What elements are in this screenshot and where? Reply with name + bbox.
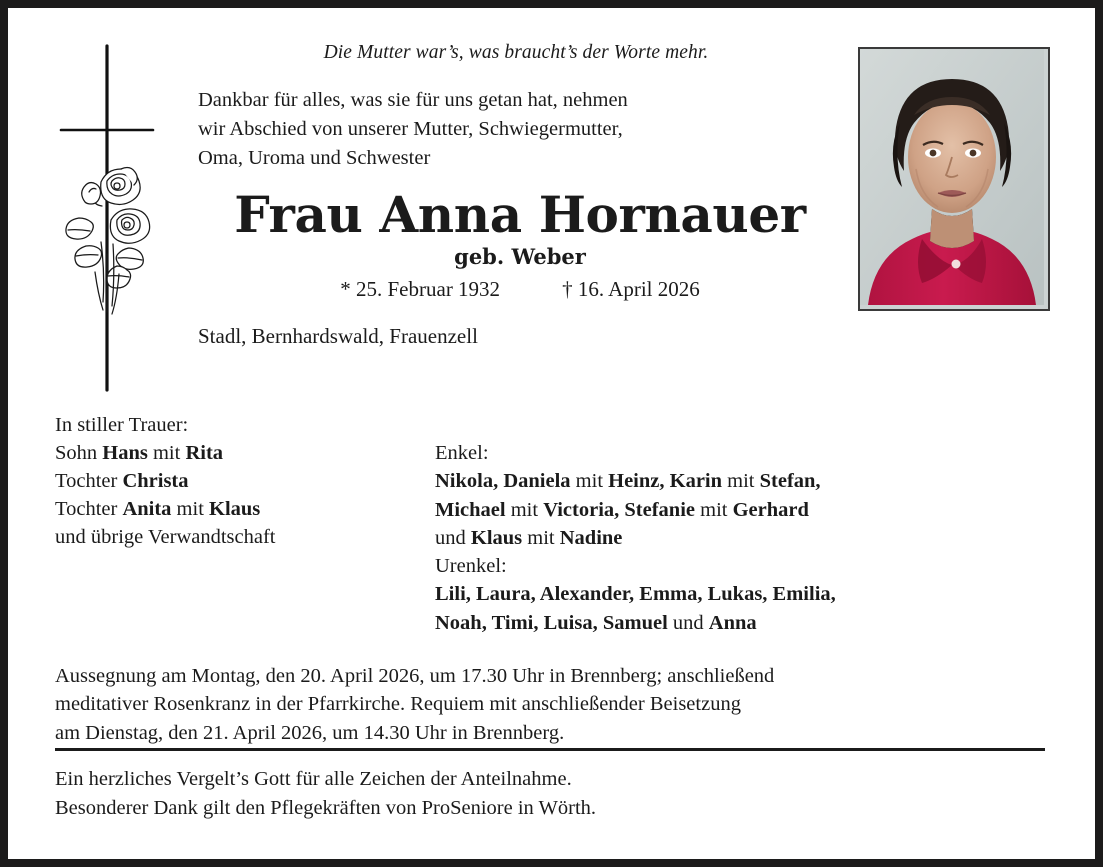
birth-date: * 25. Februar 1932: [340, 277, 501, 302]
mourner-line: Tochter Christa: [55, 469, 189, 492]
memorial-quote: Die Mutter war’s, was braucht’s der Worte mehr.: [323, 42, 709, 63]
service-line-3: am Dienstag, den 21. April 2026, um 14.30 Uhr in Brennberg.: [55, 721, 565, 744]
mourner-line: und übrige Verwandtschaft: [55, 525, 276, 548]
intro-line-3: Oma, Uroma und Schwester: [198, 147, 431, 170]
grandchildren-line: und Klaus mit Nadine: [435, 526, 623, 549]
thanks-section: [55, 765, 1057, 823]
mourner-line: Sohn Hans mit Rita: [55, 441, 224, 464]
mourners-section: [55, 412, 1055, 637]
section-divider: [55, 748, 1045, 751]
grandchildren-line: Michael mit Victoria, Stefanie mit Gerhard: [435, 498, 809, 521]
mourner-line: Tochter Anita mit Klaus: [55, 497, 261, 520]
thanks-line-2: Besonderer Dank gilt den Pflegekräften von ProSeniore in Wörth.: [55, 797, 597, 820]
portrait-photo: [858, 47, 1050, 311]
death-date: † 16. April 2026: [562, 277, 700, 302]
greatgrandchildren-line: Noah, Timi, Luisa, Samuel und Anna: [435, 611, 757, 634]
maiden-name: geb. Weber: [454, 244, 586, 270]
thanks-line-1: Ein herzliches Vergelt’s Gott für alle Zeichen der Anteilnahme.: [55, 768, 572, 790]
mourners-immediate-family: [55, 412, 435, 551]
mourners-heading: In stiller Trauer:: [55, 414, 189, 436]
grandchildren-line: Nikola, Daniela mit Heinz, Karin mit Stefan,: [435, 470, 821, 493]
service-details: [55, 662, 1057, 747]
intro-line-2: wir Abschied von unserer Mutter, Schwiegermutter,: [198, 118, 623, 141]
life-dates: [190, 277, 850, 302]
intro-text: [190, 86, 850, 173]
intro-line-1: Dankbar für alles, was sie für uns getan hat, nehmen: [198, 89, 628, 111]
grandchildren-heading: Enkel:: [435, 442, 489, 464]
mourners-descendants: [435, 412, 1055, 637]
service-line-1: Aussegnung am Montag, den 20. April 2026, um 17.30 Uhr in Brennberg; anschließend: [55, 665, 775, 687]
notice-head: [190, 42, 850, 349]
greatgrandchildren-line: Lili, Laura, Alexander, Emma, Lukas, Emilia,: [435, 583, 836, 606]
greatgrandchildren-heading: Urenkel:: [435, 555, 507, 578]
column-offset-spacer: [435, 412, 1055, 439]
deceased-name: Frau Anna Hornauer: [234, 185, 806, 245]
cross-with-roses-icon: [55, 42, 175, 397]
notice-inner: [8, 8, 1095, 859]
service-line-2: meditativer Rosenkranz in der Pfarrkirche. Requiem mit anschließender Beisetzung: [55, 693, 741, 716]
places: Stadl, Bernhardswald, Frauenzell: [198, 324, 478, 349]
